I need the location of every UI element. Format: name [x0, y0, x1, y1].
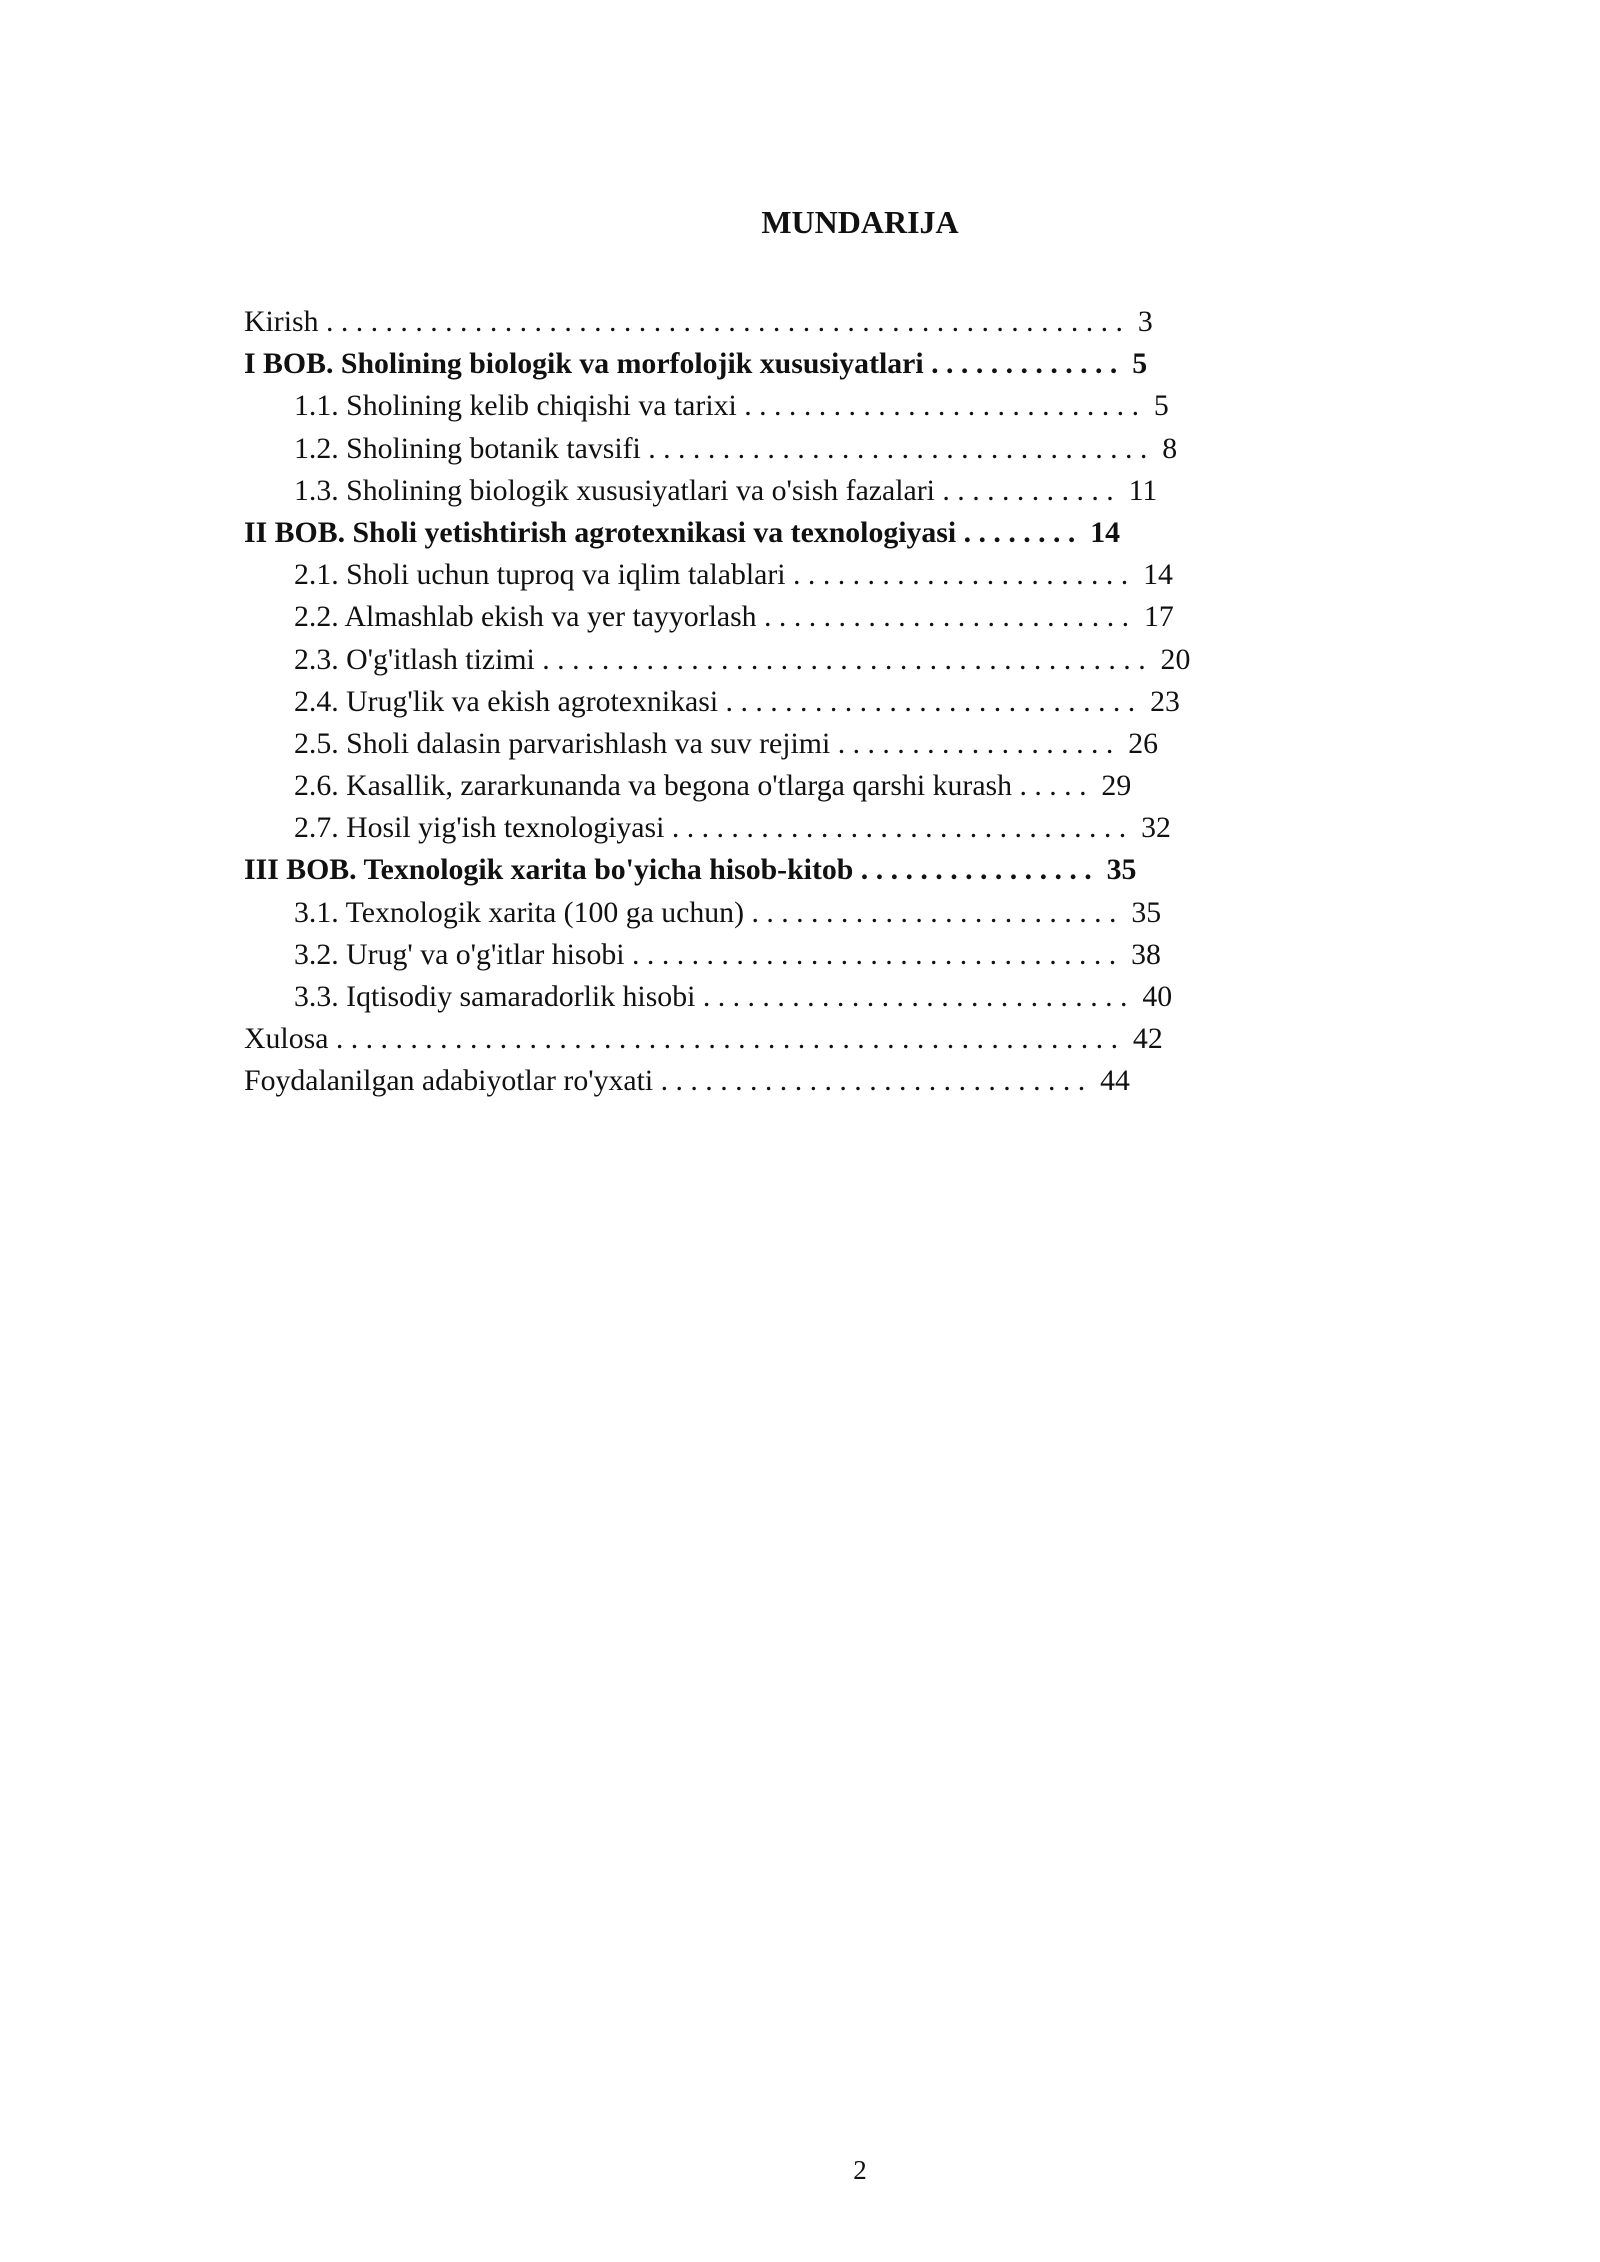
dot-leader: . . . . . . . . . . . . . . . . . . . . . . . . . . . . .	[702, 980, 1128, 1013]
toc-entry-title: 2.2. Almashlab ekish va yer tayyorlash	[294, 600, 757, 634]
toc-entry-title: 3.3. Iqtisodiy samaradorlik hisobi	[294, 980, 696, 1013]
page-title: MUNDARIJA	[761, 204, 959, 240]
page-number: 2	[853, 2155, 867, 2185]
toc-page-number: 38	[1131, 937, 1161, 971]
toc-chapter-3	[244, 849, 1476, 891]
toc-entry-title: 2.1. Sholi uchun tuproq va iqlim talablari	[294, 558, 786, 592]
dot-leader: . . . . . . . .	[963, 515, 1076, 549]
table-of-contents	[244, 301, 1476, 1103]
toc-section-2-6	[244, 765, 1476, 807]
toc-page-number: 26	[1128, 726, 1159, 760]
dot-leader: . . . . . . . . . . . . . . . . . . . . . . . . . . . . . . . . . . . . . . . . . . . . . . . . . . . . .	[335, 1022, 1119, 1056]
dot-leader: . . . . . . . . . . . . . . . . . . . . . . . . . . . . . . .	[671, 811, 1127, 845]
toc-section-2-4	[244, 681, 1476, 723]
toc-chapter-title: II BOB. Sholi yetishtirish agrotexnikasi va texnologiyasi	[244, 515, 957, 549]
toc-page-number: 5	[1153, 389, 1169, 423]
toc-page-number: 14	[1143, 558, 1173, 592]
toc-chapter-1	[244, 343, 1476, 385]
toc-section-2-7	[244, 807, 1476, 849]
dot-leader: . . . . . . . . . . . . . . . . . . . . . . . . . . . .	[725, 684, 1136, 718]
toc-entry-title: 2.3. O'g'itlash tizimi	[294, 642, 535, 676]
dot-leader: . . . . . . . . . . . . . . . .	[860, 853, 1092, 887]
toc-entry-title: 3.1. Texnologik xarita (100 ga uchun)	[294, 895, 745, 929]
toc-entry-introduction	[244, 301, 1476, 343]
toc-section-1-2	[244, 428, 1476, 470]
toc-section-2-5	[244, 723, 1476, 765]
toc-entry-title: 2.7. Hosil yig'ish texnologiyasi	[294, 811, 665, 845]
toc-page-number: 17	[1143, 600, 1174, 634]
toc-section-1-1	[244, 385, 1476, 427]
toc-section-3-1	[244, 892, 1476, 934]
toc-page-number: 29	[1101, 769, 1132, 803]
dot-leader: . . . . . . . . . . . . . . . . . . . . . . . . .	[751, 895, 1117, 929]
dot-leader: . . . . . . . . . . . . .	[931, 347, 1118, 381]
toc-page-number: 3	[1137, 305, 1153, 338]
toc-entry-conclusion	[244, 1018, 1476, 1060]
toc-section-3-3	[244, 976, 1476, 1018]
dot-leader: . . . . . . . . . . . . . . . . . . . . . . . . . . . . . . . . .	[632, 937, 1117, 971]
toc-chapter-2	[244, 512, 1476, 554]
toc-entry-title: Foydalanilgan adabiyotlar ro'yxati	[244, 1064, 654, 1098]
toc-section-2-2	[244, 596, 1476, 638]
toc-page-number: 35	[1131, 895, 1162, 929]
toc-entry-title: Xulosa	[244, 1022, 329, 1056]
dot-leader: . . . . . . . . . . . .	[942, 473, 1114, 507]
toc-entry-references	[244, 1060, 1476, 1102]
toc-page-number: 35	[1106, 853, 1137, 887]
dot-leader: . . . . . . . . . . . . . . . . . . .	[837, 726, 1114, 760]
toc-section-1-3	[244, 470, 1476, 512]
toc-entry-title: 2.6. Kasallik, zararkunanda va begona o'tlarga qarshi kurash	[294, 769, 1013, 803]
toc-section-3-2	[244, 934, 1476, 976]
toc-chapter-title: I BOB. Sholining biologik va morfolojik xususiyatlari	[244, 347, 924, 381]
toc-page-number: 20	[1160, 642, 1191, 676]
toc-page-number: 40	[1142, 980, 1173, 1013]
toc-page-number: 8	[1162, 431, 1178, 465]
toc-entry-title: 2.4. Urug'lik va ekish agrotexnikasi	[294, 684, 719, 718]
toc-section-2-1	[244, 554, 1476, 596]
dot-leader: . . . . . . . . . . . . . . . . . . . . . . . . .	[764, 600, 1130, 634]
dot-leader: . . . . . . . . . . . . . . . . . . . . . . .	[793, 558, 1129, 592]
toc-page-number: 42	[1132, 1022, 1163, 1056]
toc-page-number: 11	[1128, 473, 1158, 507]
dot-leader: . . . . . . . . . . . . . . . . . . . . . . . . . . . . .	[660, 1064, 1086, 1098]
toc-page-number: 44	[1100, 1064, 1130, 1098]
toc-entry-title: 1.3. Sholining biologik xususiyatlari va o'sish fazalari	[294, 473, 935, 507]
toc-entry-title: Kirish	[244, 305, 319, 338]
toc-section-2-3	[244, 639, 1476, 681]
toc-page-number: 5	[1132, 347, 1148, 381]
toc-entry-title: 1.1. Sholining kelib chiqishi va tarixi	[294, 389, 737, 423]
dot-leader: . . . . . . . . . . . . . . . . . . . . . . . . . . . . . . . . . . . . . . . . .	[542, 642, 1146, 676]
toc-entry-title: 3.2. Urug' va o'g'itlar hisobi	[294, 937, 625, 971]
toc-page-number: 23	[1150, 684, 1180, 718]
toc-page-number: 32	[1141, 811, 1171, 845]
dot-leader: . . . . . . . . . . . . . . . . . . . . . . . . . . . . . . . . . . . . . . . . . . . . . . . . . . . . . .	[325, 305, 1124, 338]
dot-leader: . . . . . . . . . . . . . . . . . . . . . . . . . . .	[744, 389, 1140, 423]
dot-leader: . . . . . . . . . . . . . . . . . . . . . . . . . . . . . . . . . .	[648, 431, 1148, 465]
toc-entry-title: 1.2. Sholining botanik tavsifi	[294, 431, 641, 465]
toc-chapter-title: III BOB. Texnologik xarita bo'yicha hisob-kitob	[244, 853, 854, 887]
dot-leader: . . . . .	[1019, 769, 1087, 803]
toc-page-number: 14	[1090, 515, 1121, 549]
toc-entry-title: 2.5. Sholi dalasin parvarishlash va suv rejimi	[294, 726, 831, 760]
